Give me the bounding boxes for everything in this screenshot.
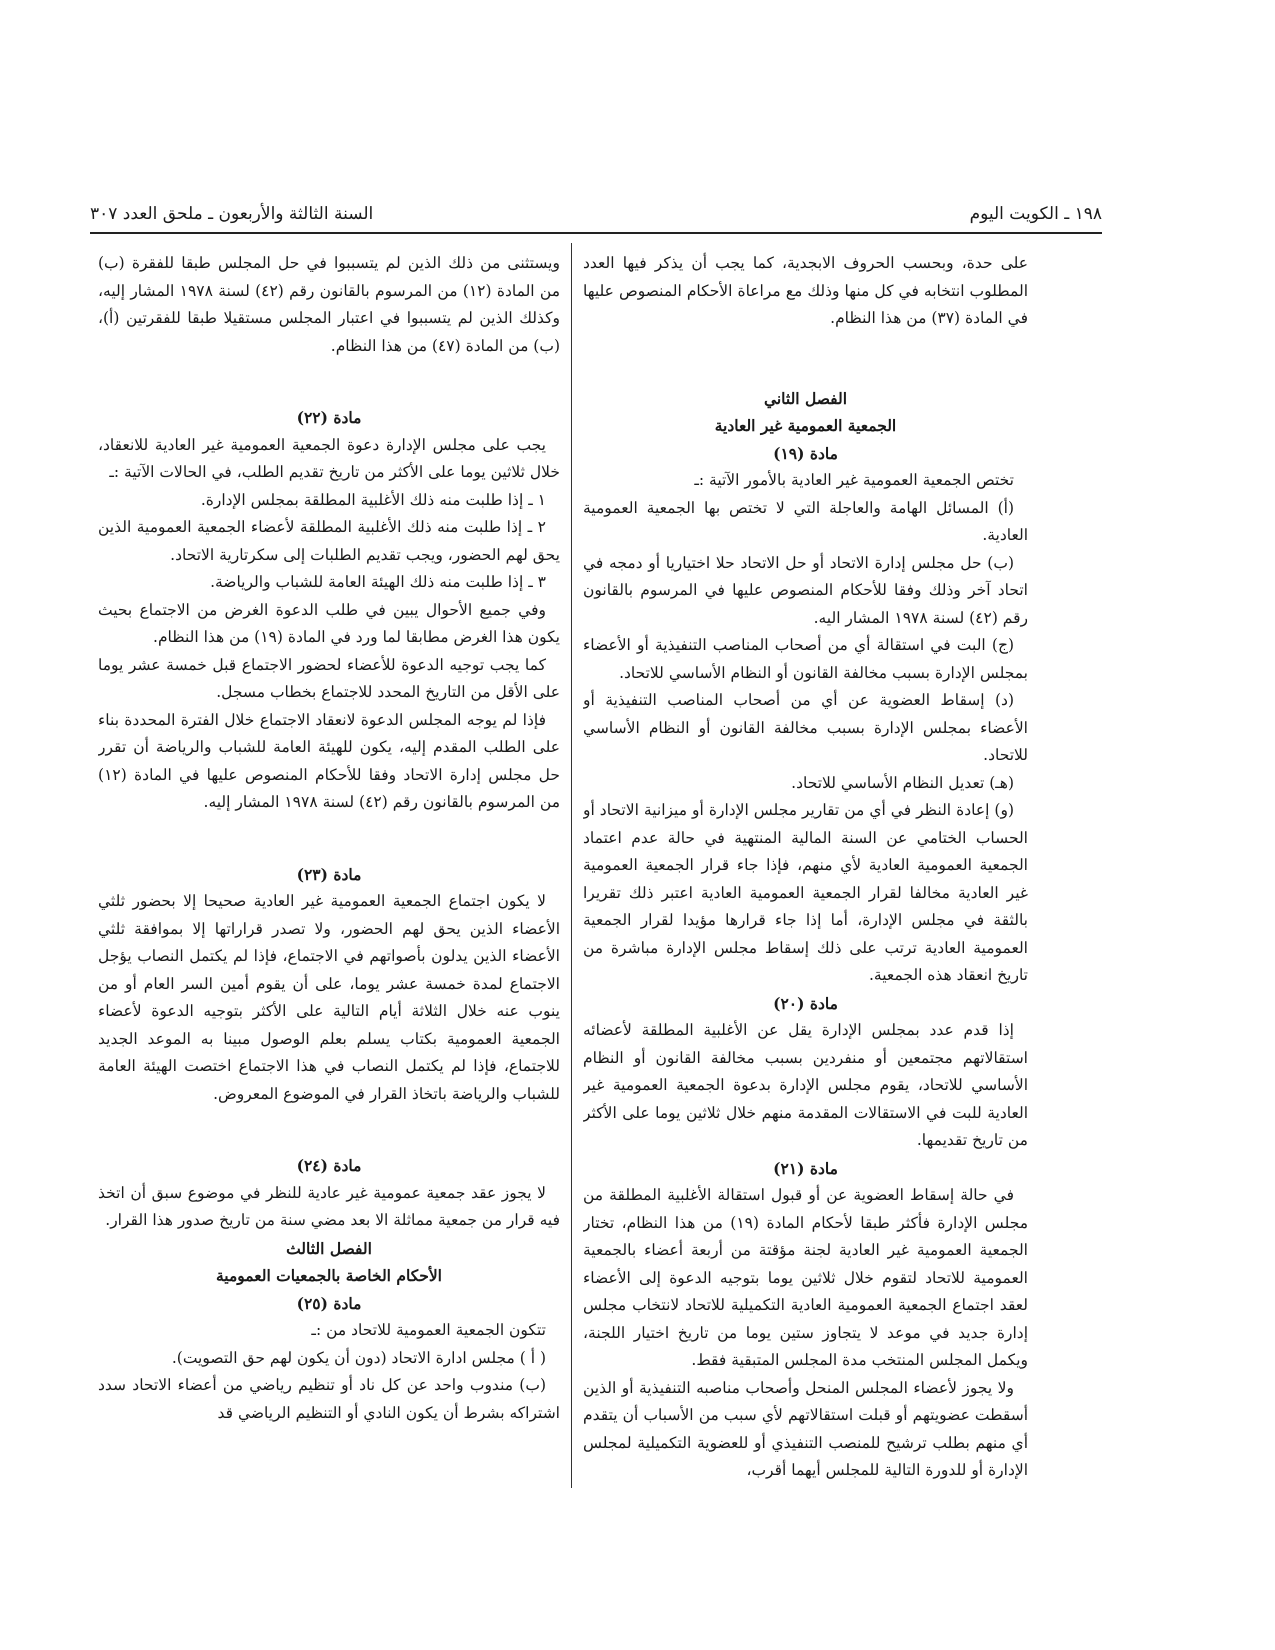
list-item: (ب) حل مجلس إدارة الاتحاد أو حل الاتحاد حلا اختياريا أو دمجه في اتحاد آخر وذلك وفقا للأحكام المنصوص عليها في المرسوم بالقانون رقم (٤٢) لسنة ١٩٧٨ المشار اليه. <box>583 553 1028 627</box>
paragraph: إذا قدم عدد بمجلس الإدارة يقل عن الأغلبية المطلقة لأعضائه استقالاتهم مجتمعين أو منفردين بسبب مخالفة القانون أو النظام الأساسي للاتحاد، يقوم مجلس الإدارة بدعوة الجمعية العمومية غير العادية للبت في الاستقالات المقدمة منهم خلال ثلاثين يوما على الأكثر من تاريخ تقديمها. <box>583 1021 1028 1149</box>
header-issue-info: السنة الثالثة والأربعون ـ ملحق العدد ٣٠٧ <box>90 204 374 224</box>
list-item: (و) إعادة النظر في أي من تقارير مجلس الإدارة أو ميزانية الاتحاد أو الحساب الختامي عن السنة المالية المنتهية في حالة عدم اعتماد الجمعية العمومية العادية لأي منهم، فإذا جاء قرار الجمعية العمومية غير العادية مخالفا لقرار الجمعية العمومية العادية اعتبر ذلك تقريرا بالثقة في مجلس الإدارة، أما إذا جاء قرارها مؤيدا لقرار الجمعية العمومية العادية ترتب على ذلك إسقاط مجلس الإدارة مباشرة من تاريخ انعقاد هذه الجمعية. <box>583 801 1028 984</box>
paragraph: تتكون الجمعية العمومية للاتحاد من :ـ <box>311 1321 546 1339</box>
page-header <box>90 204 1102 230</box>
article-title: مادة (٢٣) <box>296 864 362 884</box>
column-divider <box>571 243 572 1488</box>
article-title: مادة (٢١) <box>773 1158 838 1178</box>
article-title: مادة (٢٠) <box>773 993 838 1013</box>
article-title: مادة (٢٥) <box>296 1293 362 1313</box>
paragraph: لا يجوز عقد جمعية عمومية غير عادية للنظر في موضوع سبق أن اتخذ فيه قرار من جمعية مماثلة الا بعد مضي سنة من تاريخ صدور هذا القرار. <box>98 1183 560 1229</box>
paragraph: في حالة إسقاط العضوية عن أو قبول استقالة الأغلبية المطلقة من مجلس الإدارة فأكثر طبقا لأحكام المادة (١٩) من هذا النظام، تختار الجمعية العمومية غير العادية لجنة مؤقتة من أربعة أعضاء بالجمعية العمومية للاتحاد لتقوم خلال ثلاثين يوما بتوجيه الدعوة إلى الأعضاء لعقد اجتماع الجمعية العمومية العادية التكميلية للاتحاد لانتخاب مجلس إدارة جديد في موعد لا يتجاوز ستين يوما من تاريخ اختيار اللجنة، ويكمل المجلس المنتخب مدة المجلس المتبقية فقط. <box>583 1186 1028 1369</box>
list-item: (أ) المسائل الهامة والعاجلة التي لا تختص بها الجمعية العمومية العادية. <box>583 498 1028 544</box>
paragraph: كما يجب توجيه الدعوة للأعضاء لحضور الاجتماع قبل خمسة عشر يوما على الأقل من التاريخ المحدد للاجتماع بخطاب مسجل. <box>98 655 560 701</box>
list-item: ٢ ـ إذا طلبت منه ذلك الأغلبية المطلقة لأعضاء الجمعية العمومية الذين يحق لهم الحضور، ويجب تقديم الطلبات إلى سكرتارية الاتحاد. <box>98 518 560 564</box>
list-item: ١ ـ إذا طلبت منه ذلك الأغلبية المطلقة بمجلس الإدارة. <box>200 490 546 509</box>
article-title: مادة (١٩) <box>773 443 838 463</box>
chapter-subtitle: الأحكام الخاصة بالجمعيات العمومية <box>216 1266 442 1285</box>
right-column <box>583 250 1028 1490</box>
left-column <box>98 250 560 1490</box>
paragraph: ويستثنى من ذلك الذين لم يتسببوا في حل المجلس طبقا للفقرة (ب) من المادة (١٢) من المرسوم بالقانون رقم (٤٢) لسنة ١٩٧٨ المشار إليه، وكذلك الذين لم يتسببوا في اعتبار المجلس مستقيلا طبقا للفقرتين (أ)، (ب) من المادة (٤٧) من هذا النظام. <box>98 254 560 355</box>
header-rule <box>90 232 1102 234</box>
paragraph: لا يكون اجتماع الجمعية العمومية غير العادية صحيحا إلا بحضور ثلثي الأعضاء الذين يحق لهم الحضور، ولا تصدر قراراتها إلا بموافقة ثلثي الأعضاء الذين يدلون بأصواتهم في الاجتماع، فإذا لم يكتمل النصاب يؤجل الاجتماع لمدة خمسة عشر يوما، على أن يقوم أمين السر العام أو من ينوب عنه خلال الثلاثة أيام التالية على الأكثر بتوجيه الدعوة لأعضاء الجمعية العمومية بكتاب يسلم بعلم الوصول مبينا به الموعد الجديد للاجتماع، فإذا لم يكتمل النصاب في هذا الاجتماع اختصت الهيئة العامة للشباب والرياضة باتخاذ القرار في الموضوع المعروض. <box>98 892 560 1103</box>
paragraph: تختص الجمعية العمومية غير العادية بالأمور الآتية :ـ <box>694 471 1014 489</box>
list-item: (ج) البت في استقالة أي من أصحاب المناصب التنفيذية أو الأعضاء بمجلس الإدارة بسبب مخالفة القانون أو النظام الأساسي للاتحاد. <box>583 636 1028 682</box>
chapter-title: الفصل الثالث <box>286 1238 372 1258</box>
list-item: (د) إسقاط العضوية عن أي من أصحاب المناصب التنفيذية أو الأعضاء بمجلس الإدارة بسبب مخالفة القانون أو النظام الأساسي للاتحاد. <box>583 691 1028 764</box>
list-item: (ب) مندوب واحد عن كل ناد أو تنظيم رياضي من أعضاء الاتحاد سدد اشتراكه بشرط أن يكون النادي أو التنظيم الرياضي قد <box>98 1376 560 1422</box>
paragraph: وفي جميع الأحوال يبين في طلب الدعوة الغرض من الاجتماع بحيث يكون هذا الغرض مطابقا لما ورد في المادة (١٩) من هذا النظام. <box>98 600 560 646</box>
chapter-title: الفصل الثاني <box>763 388 848 408</box>
list-item: ( أ ) مجلس ادارة الاتحاد (دون أن يكون لهم حق التصويت). <box>171 1348 546 1367</box>
article-title: مادة (٢٤) <box>296 1156 362 1175</box>
paragraph: يجب على مجلس الإدارة دعوة الجمعية العمومية غير العادية للانعقاد، خلال ثلاثين يوما على الأكثر من تاريخ تقديم الطلب، في الحالات الآتية :ـ <box>98 435 560 481</box>
paragraph: على حدة، وبحسب الحروف الابجدية، كما يجب أن يذكر فيها العدد المطلوب انتخابه في كل منها وذلك مع مراعاة الأحكام المنصوص عليها في المادة (٣٧) من هذا النظام. <box>583 254 1028 327</box>
header-page-number: ١٩٨ ـ الكويت اليوم <box>969 204 1102 224</box>
list-item: (هـ) تعديل النظام الأساسي للاتحاد. <box>791 773 1014 792</box>
paragraph: فإذا لم يوجه المجلس الدعوة لانعقاد الاجتماع خلال الفترة المحددة بناء على الطلب المقدم إليه، يكون للهيئة العامة للشباب والرياضة أن تقرر حل مجلس إدارة الاتحاد وفقا للأحكام المنصوص عليها في المادة (١٢) من المرسوم بالقانون رقم (٤٢) لسنة ١٩٧٨ المشار إليه. <box>98 710 560 811</box>
list-item: ٣ ـ إذا طلبت منه ذلك الهيئة العامة للشباب والرياضة. <box>210 573 546 591</box>
article-title: مادة (٢٢) <box>296 408 362 427</box>
chapter-subtitle: الجمعية العمومية غير العادية <box>714 416 897 435</box>
paragraph: ولا يجوز لأعضاء المجلس المنحل وأصحاب مناصبه التنفيذية أو الذين أسقطت عضويتهم أو قبلت استقالاتهم لأي سبب من الأسباب أن يتقدم أي منهم بطلب ترشيح للمنصب التنفيذي أو للعضوية التكميلية لمجلس الإدارة أو للدورة التالية للمجلس أيهما أقرب، <box>583 1378 1028 1479</box>
